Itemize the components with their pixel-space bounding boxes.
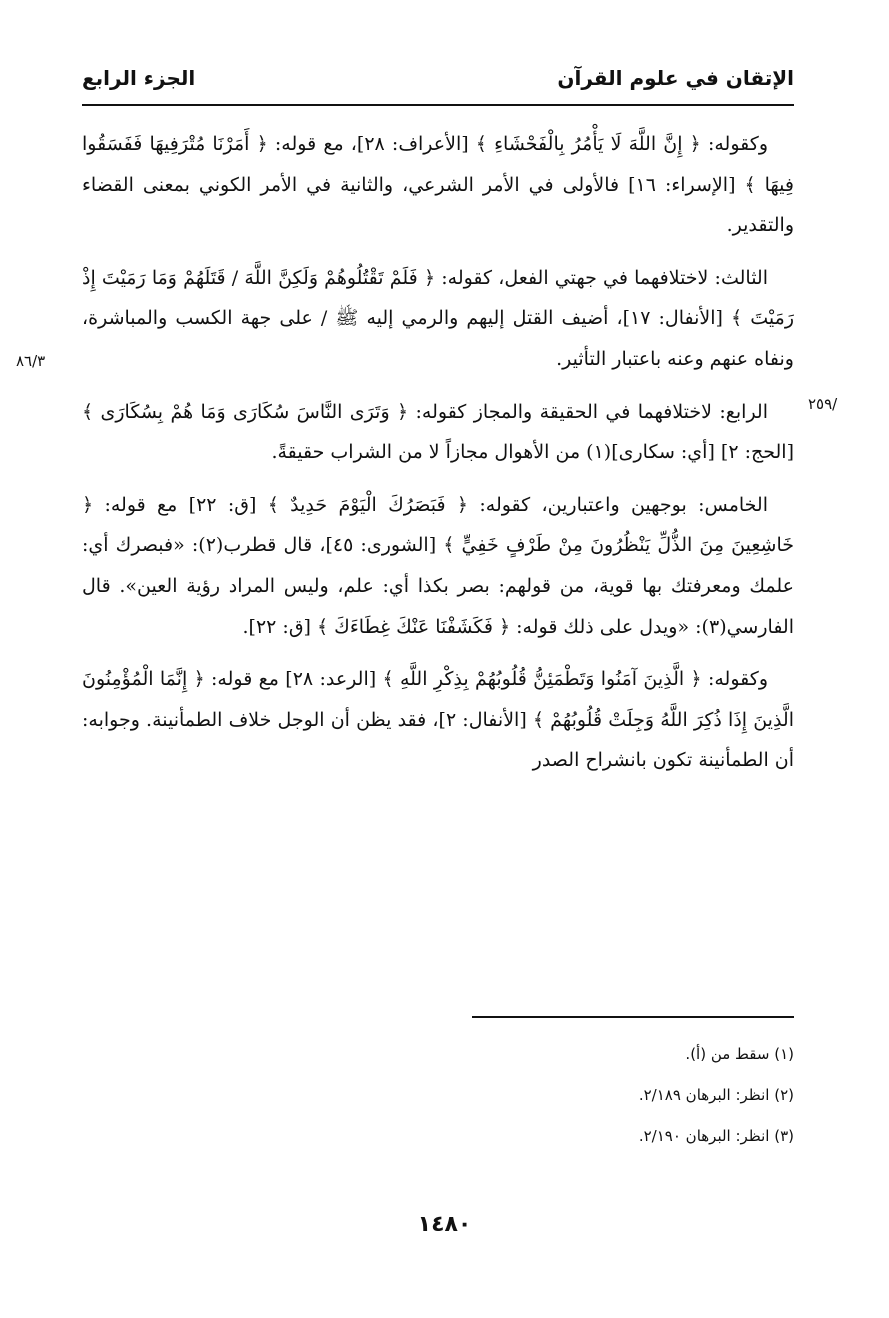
page-number: ١٤٨٠	[417, 1212, 472, 1237]
margin-page-reference: /٢٥٩	[808, 395, 838, 413]
footnotes	[420, 1034, 794, 1157]
book-title: الإتقان في علوم القرآن	[557, 66, 794, 90]
running-header	[82, 58, 794, 98]
footnote-divider	[472, 1016, 794, 1018]
header-divider	[82, 104, 794, 106]
footnote: (٢) انظر: البرهان ٢/١٨٩.	[638, 1086, 794, 1104]
main-text	[82, 124, 794, 781]
paragraph: الرابع: لاختلافهما في الحقيقة والمجاز كقوله: ﴿ وَتَرَى النَّاسَ سُكَارَى وَمَا هُمْ بِسُكَارَى ﴾ [الحج: ٢] [أي: سكارى](١) من الأهوال مجازاً لا من الشراب حقيقةً.	[82, 400, 794, 464]
margin-page-reference: ٨٦/٣	[16, 352, 46, 370]
paragraph: وكقوله: ﴿ إِنَّ اللَّهَ لَا يَأْمُرُ بِالْفَحْشَاءِ ﴾ [الأعراف: ٢٨]، مع قوله: ﴿ أَمَرْنَا مُتْرَفِيهَا فَفَسَقُوا فِيهَا ﴾ [الإسراء: ١٦] فالأولى في الأمر الشرعي، والثانية في الأمر الكوني بمعنى القضاء والتقدير.	[82, 133, 794, 237]
paragraph: الثالث: لاختلافهما في جهتي الفعل، كقوله: ﴿ فَلَمْ تَقْتُلُوهُمْ وَلَكِنَّ اللَّهَ / قَتَلَهُمْ وَمَا رَمَيْتَ إِذْ رَمَيْتَ ﴾ [الأنفال: ١٧]، أضيف القتل إليهم والرمي إليه ﷺ / على جهة الكسب والمباشرة، ونفاه عنهم وعنه باعتبار التأثير.	[82, 266, 794, 370]
paragraph: وكقوله: ﴿ الَّذِينَ آمَنُوا وَتَطْمَئِنُّ قُلُوبُهُمْ بِذِكْرِ اللَّهِ ﴾ [الرعد: ٢٨] مع قوله: ﴿ إِنَّمَا الْمُؤْمِنُونَ الَّذِينَ إِذَا ذُكِرَ اللَّهُ وَجِلَتْ قُلُوبُهُمْ ﴾ [الأنفال: ٢]، فقد يظن أن الوجل خلاف الطمأنينة. وجوابه: أن الطمأنينة تكون بانشراح الصدر	[82, 668, 795, 772]
footnote: (٣) انظر: البرهان ٢/١٩٠.	[638, 1127, 794, 1145]
paragraph: الخامس: بوجهين واعتبارين، كقوله: ﴿ فَبَصَرُكَ الْيَوْمَ حَدِيدٌ ﴾ [ق: ٢٢] مع قوله: ﴿ خَاشِعِينَ مِنَ الذُّلِّ يَنْظُرُونَ مِنْ طَرْفٍ خَفِيٍّ ﴾ [الشورى: ٤٥]، قال قطرب(٢): «فبصرك أي: علمك ومعرفتك بها قوية، من قولهم: بصر بكذا أي: علم، وليس المراد رؤية العين». قال الفارسي(٣): «ويدل على ذلك قوله: ﴿ فَكَشَفْنَا عَنْكَ غِطَاءَكَ ﴾ [ق: ٢٢].	[82, 493, 794, 638]
footnote: (١) سقط من (أ).	[685, 1045, 794, 1063]
volume-label: الجزء الرابع	[82, 66, 196, 90]
